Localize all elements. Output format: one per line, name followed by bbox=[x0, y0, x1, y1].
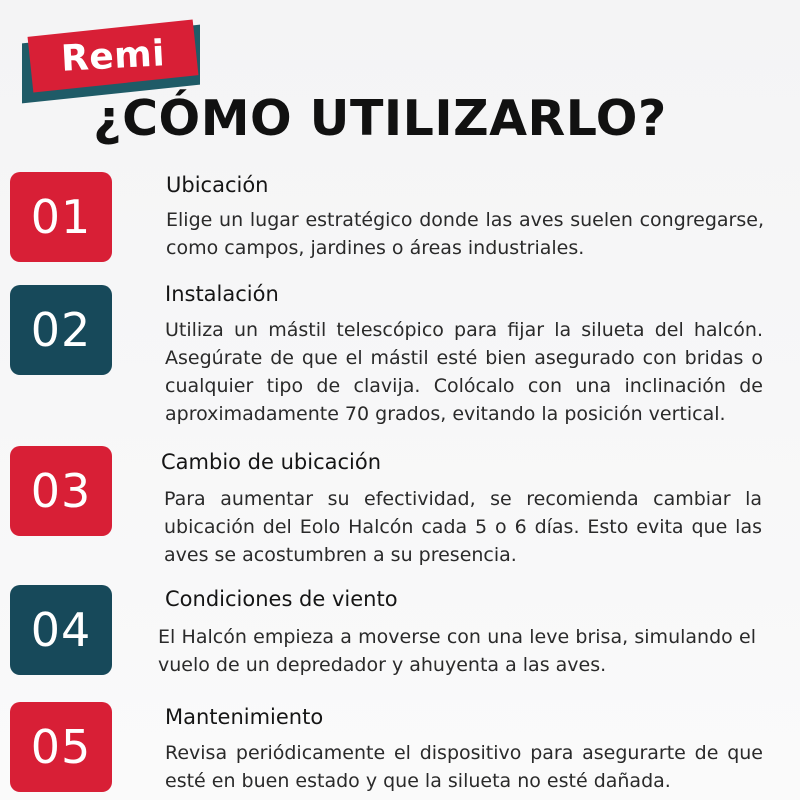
step-title: Ubicación bbox=[166, 173, 269, 197]
step-number-badge: 05 bbox=[10, 702, 112, 792]
step-description: El Halcón empieza a moverse con una leve brisa, simulando el vuelo de un depredador y ahuyenta a las aves. bbox=[158, 626, 756, 676]
logo-text: Remi bbox=[59, 32, 167, 80]
step-description: Para aumentar su efectividad, se recomienda cambiar la ubicación del Eolo Halcón cada 5 o 6 días. Esto evita que las aves se acostumbren a su presencia. bbox=[164, 488, 762, 566]
step-description: Utiliza un mástil telescópico para fijar la silueta del halcón. Asegúrate de que el mástil esté bien asegurado con bridas o cualquier tipo de clavija. Colócalo con una inclinación de aproximadamente 70 grados, evitando la posición vertical. bbox=[165, 319, 763, 425]
step-description: Elige un lugar estratégico donde las aves suelen congregarse, como campos, jardines o áreas industriales. bbox=[166, 209, 764, 259]
step-title: Cambio de ubicación bbox=[161, 450, 382, 474]
step-description: Revisa periódicamente el dispositivo para asegurarte de que esté en buen estado y que la silueta no esté dañada. bbox=[165, 742, 763, 792]
step-title: Condiciones de viento bbox=[165, 587, 398, 611]
step-number-badge: 03 bbox=[10, 446, 112, 536]
step-number-badge: 02 bbox=[10, 285, 112, 375]
brand-logo bbox=[22, 28, 202, 94]
step-title: Instalación bbox=[165, 282, 279, 306]
step-number-badge: 01 bbox=[10, 172, 112, 262]
page-title: ¿CÓMO UTILIZARLO? bbox=[93, 90, 667, 147]
step-number-badge: 04 bbox=[10, 585, 112, 675]
step-title: Mantenimiento bbox=[165, 705, 324, 729]
